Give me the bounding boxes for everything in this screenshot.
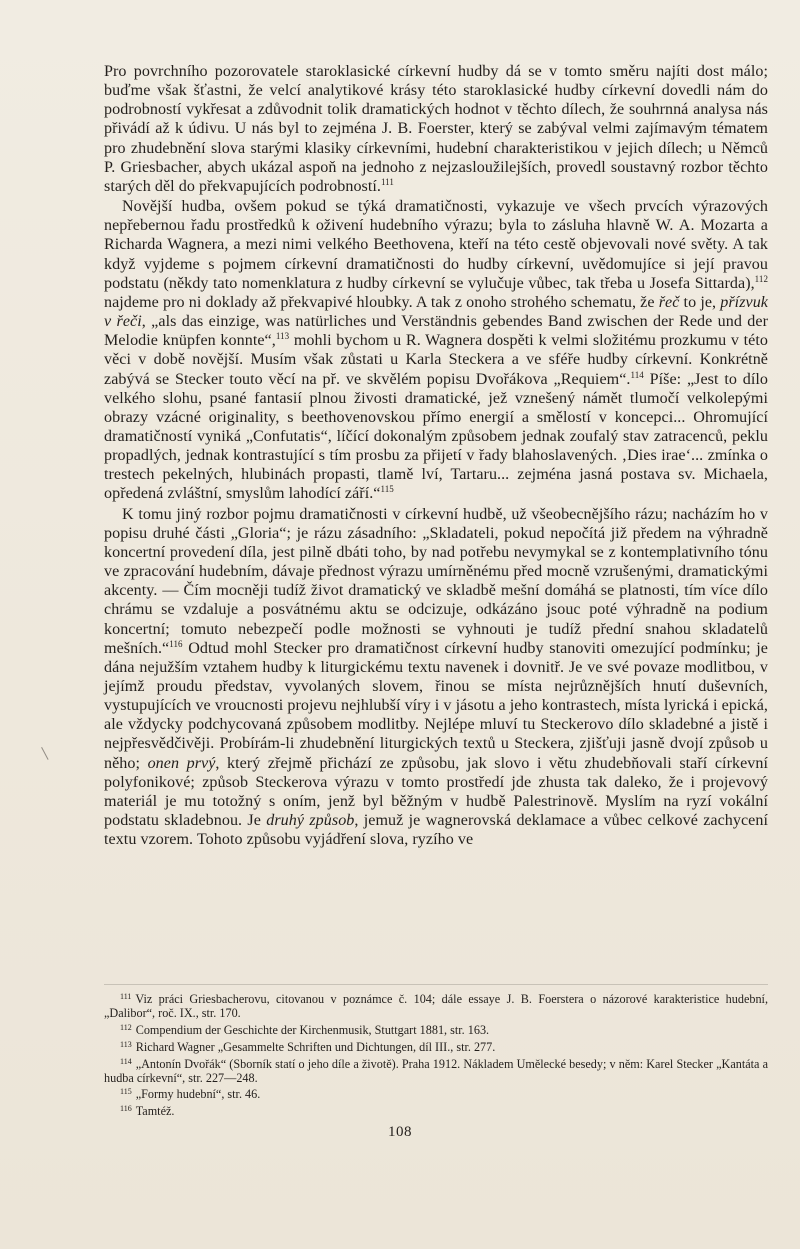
footnote-number: 111 [120,992,132,1001]
emphasized-text: onen prvý [147,754,216,772]
footnote-number: 116 [120,1104,132,1114]
paragraph [104,197,768,504]
text-run: , „als das einzige, was natürliches und Verständnis gebendes Band zwischen der Rede und der Melodie knüpfen konnte“, [104,313,768,350]
footnote [104,1038,768,1055]
footnote-reference: 112 [754,273,768,284]
text-run: mohli bychom u R. Wagnera dospěti k velmi složitému prozkumu v této věci v době novější. Musím však zůstati u Karla Steckera a ve sféře hudby církevní. Konkrétně zabývá se Stecker touto věcí na př. ve skvělém popisu Dvořákova „Requiem“. [104,332,768,388]
footnote [104,1085,768,1102]
emphasized-text: přízvuk v řeči [104,293,768,331]
footnote-number: 113 [120,1039,132,1049]
footnote-text: Compendium der Geschichte der Kirchenmusik, Stuttgart 1881, str. 163. [135,1022,490,1037]
footnote-reference: 115 [380,484,394,495]
footnote-reference: 111 [380,176,394,187]
text-run: to je, [679,293,721,311]
emphasized-text: druhý způsob [266,812,355,830]
footnote [104,990,768,1021]
footnote [104,1021,768,1038]
footnote-text: „Antonín Dvořák“ (Sborník statí o jeho díle a životě). Praha 1912. Nákladem Umělecké besedy; v něm: Karel Stecker „Kantáta a hudba církevní“, str. 227—248. [104,1056,768,1085]
footnote-text: Richard Wagner „Gesammelte Schriften und Dichtungen, díl III., str. 277. [135,1039,496,1054]
footnote [104,1055,768,1086]
text-run: K tomu jiný rozbor pojmu dramatičnosti v církevní hudbě, už všeobecnějšího rázu; nacházím ho v popisu druhé části „Gloria“; je rázu zásadního: „Skladateli, pokud nepočítá již předem na výhradně koncertní provedení díla, jest pilně dbáti toho, by nad potřebu nevymykal se z kontemplativního tónu ve zpracování hudebním, dávaje přednost výrazu umírněnému před mocně vzrušenými, dramatickými akcenty. — Čím mocněji tudíž život dramatický ve skladbě mešní domáhá se platnosti, tím více dílo chrámu se vzdaluje a posvátnému aktu se odcizuje, odkázáno jsouc poté výhradně na podium koncertní; tomuto nebezpečí podle možnosti se vyhnouti je tudíž přední snahou skladatelů mešních.“ [104,505,768,657]
margin-pencil-mark [41,744,54,760]
text-run: najdeme pro ni doklady až překvapivé hloubky. A tak z onoho strohého schematu, že [104,293,659,311]
text-run: Odtud mohl Stecker pro dramatičnost církevní hudby stanoviti omezující podmínku; je dána nejužším vztahem hudby k liturgickému textu navenek i dovnitř. Je ve své povaze modlitbou, v jejímž proudu představ, vyvolaných slovem, řinou se místa nejrůznějších hnutí duševních, vystupujících ve vroucnosti projevu nejhlubší víry i v jásotu a jeho kontrastech, místa lyrická i epická, ale vždycky podchycovaná způsobem modlitby. Nejlépe mluví tu Steckerovo dílo skladebné a jistě i nejpřesvědčivěji. Probírám-li zhudebnění liturgických textů u Steckera, zjišťuji jasně dvojí způsob u něho; [104,639,768,772]
footnote-text: Tamtéž. [135,1104,175,1119]
footnote-text: „Formy hudební“, str. 46. [135,1087,261,1102]
body-text [104,62,768,849]
paragraph [104,62,768,196]
text-run: Pro povrchního pozorovatele staroklasické církevní hudby dá se v tomto směru najíti dost málo; buďme však šťastni, že velcí analytikové krásy této staroklasické hudby církevní dovedli nám do podrobností vykřesat a zdůvodnit tolik dramatických hodnot v těchto dílech, že souhrnná analysa nás přivádí až k údivu. U nás byl to zejména J. B. Foerster, který se zabýval velmi zajímavým tématem pro zhudebnění slova starými klasiky církevními, hudební charakteristikou v jejich dílech; u Němců P. Griesbacher, abych ukázal aspoň na jednoho z nejzasloužilejších, provedl soustavný rozbor těchto starých děl do překvapujících podrobností. [104,63,768,195]
footnote-reference: 116 [169,638,183,649]
footnote-divider [104,984,768,985]
footnote-number: 112 [120,1022,132,1032]
emphasized-text: řeč [658,293,680,311]
footnotes [104,990,768,1119]
footnote-reference: 113 [275,331,290,342]
paragraph [104,505,768,850]
page-number: 108 [388,1124,412,1140]
footnote [104,1102,768,1119]
text-run: Píše: „Jest to dílo velkého slohu, psané fantasií plnou živosti dramatické, jež vznešený námět tlumočí velkolepými obrazy vzácné originality, s beethovenovskou přímo energií a smělostí v koncepci... Ohromující dramatičností vyniká „Confutatis“, líčící dokonalým způsobem jednak zoufalý stav zatracenců, peklu propadlých, jednak kontrastující s tím prosbu za přijetí v řady blahoslavených. ‚Dies irae‘... zmínka o trestech pekelných, hlubinách propasti, tlamě lví, Tartaru... zejména jasná postava sv. Michaela, opředená zvláštní, smyslům lahodící září.“ [104,370,768,503]
footnote-reference: 114 [630,369,644,380]
text-run: Novější hudba, ovšem pokud se týká dramatičnosti, vykazuje ve všech prvcích výrazových nepřebernou řadu prostředků k oživení hudebního výrazu; byla to zásluha hlavně W. A. Mozarta a Richarda Wagnera, a mezi nimi velkého Beethovena, kteří na této cestě objevovali nové světy. A tak když vyjdeme s pojmem církevní dramatičnosti do hudby církevní, uvědomujíce si její pravou podstatu (někdy tato nomenklatura z hudby církevní se vylučuje vůbec, tak třeba u Josefa Sittarda), [104,198,768,292]
footnote-number: 115 [120,1087,132,1097]
text-run: , který zřejmě přichází ze způsobu, jak slovo i větu zhudebňovali staří církevní polyfonikové; způsob Steckerova výrazu v tomto prostředí jde zhusta tak daleko, že i projevový materiál je mu totožný s oním, jenž byl běžným v hudbě Palestrinově. Myslím na ryzí vokální podstatu skladebnou. Je [104,754,768,830]
footnote-number: 114 [120,1056,132,1066]
footnote-text: Viz práci Griesbacherovu, citovanou v poznámce č. 104; dále essaye J. B. Foerstera o názorové karakteristice hudební, „Dalibor“, roč. IX., str. 170. [104,992,768,1020]
text-run: , jemuž je wagnerovská deklamace a vůbec celkové zachycení textu vzorem. Tohoto způsobu vyjádření slova, ryzího ve [104,812,768,849]
